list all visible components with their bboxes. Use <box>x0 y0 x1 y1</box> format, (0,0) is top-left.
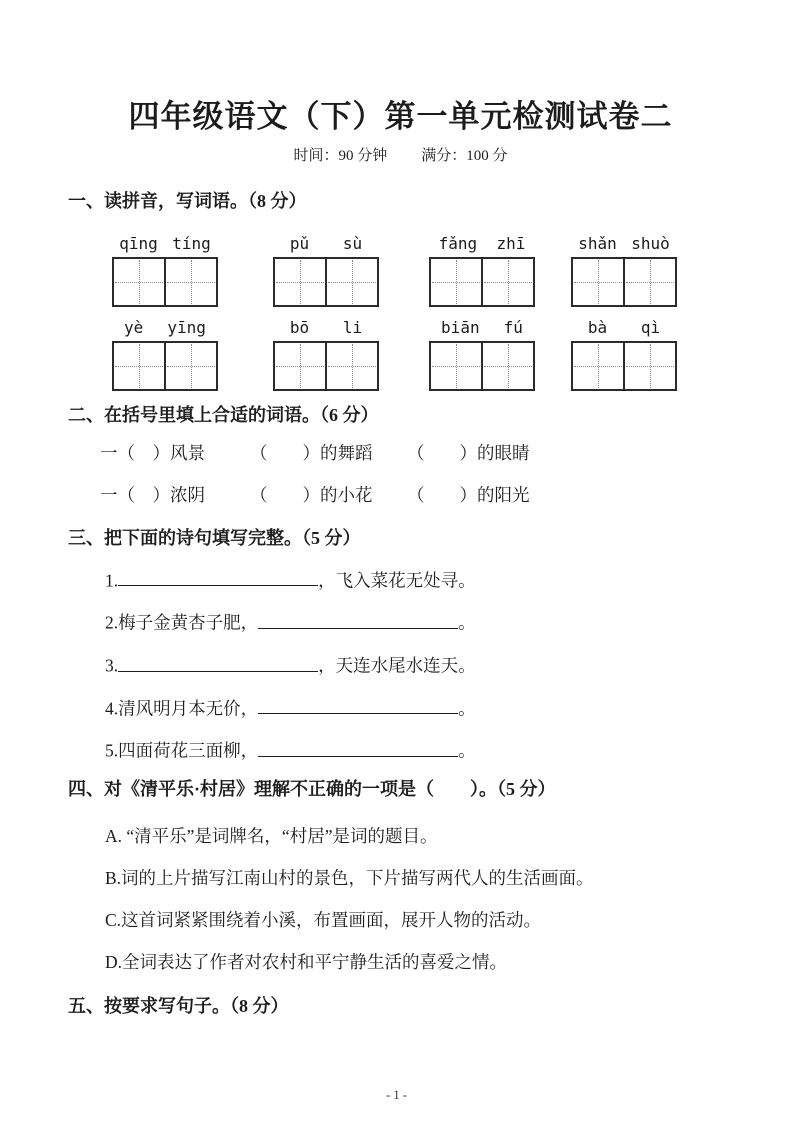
writing-grid <box>273 257 379 307</box>
grid-cell <box>431 259 481 305</box>
pinyin-grid-group <box>112 318 218 391</box>
grid-cell <box>573 343 623 389</box>
poem-item <box>105 740 733 762</box>
pinyin-syllable: bà <box>587 317 608 337</box>
exam-meta <box>68 146 733 166</box>
page-number: - 1 - <box>386 1088 407 1102</box>
pinyin-label <box>571 318 677 337</box>
exam-meta-score: 满分：100 分 <box>421 147 508 164</box>
poem-item <box>105 612 733 634</box>
grid-cell <box>275 343 325 389</box>
answer-blank-line <box>118 570 318 587</box>
pinyin-syllable: qīng <box>119 233 158 253</box>
bracket-fill-row <box>100 443 733 464</box>
grid-cell <box>481 259 533 305</box>
answer-blank-line <box>258 740 458 757</box>
exam-meta-time: 时间：90 分钟 <box>293 147 388 164</box>
pinyin-label <box>112 318 218 337</box>
pinyin-grid-group <box>273 318 379 391</box>
pinyin-grid-group <box>429 234 535 307</box>
poem-item-pre: 2.梅子金黄杏子肥， <box>105 613 259 633</box>
pinyin-label <box>429 318 535 337</box>
answer-blank-line <box>258 698 458 715</box>
choice-option-b: B.词的上片描写江南山村的景色，下片描写两代人的生活画面。 <box>105 867 594 888</box>
grid-cell <box>623 343 675 389</box>
grid-cell <box>275 259 325 305</box>
bracket-fill-item: （ ）的小花 <box>250 484 373 505</box>
grid-cell <box>573 259 623 305</box>
pinyin-syllable: tíng <box>172 233 211 253</box>
poem-item <box>105 655 733 677</box>
pinyin-grid-group <box>112 234 218 307</box>
pinyin-syllable: biān <box>441 317 480 337</box>
grid-cell <box>164 259 216 305</box>
poem-item <box>105 570 733 592</box>
choice-option-d: D.全词表达了作者对农村和平宁静生活的喜爱之情。 <box>105 951 508 972</box>
poem-item-post: 。 <box>458 698 476 719</box>
grid-cell <box>114 343 164 389</box>
section-1-heading: 一、读拼音，写词语。（8 分） <box>68 190 307 211</box>
pinyin-label <box>273 234 379 253</box>
pinyin-syllable: sù <box>342 233 363 253</box>
writing-grid <box>429 341 535 391</box>
pinyin-syllable: fǎng <box>438 233 478 253</box>
choice-option-a: A. “清平乐”是词牌名，“村居”是词的题目。 <box>105 825 438 846</box>
section-3-heading: 三、把下面的诗句填写完整。（5 分） <box>68 527 361 548</box>
poem-item-pre: 4.清风明月本无价， <box>105 698 259 719</box>
writing-grid <box>273 341 379 391</box>
pinyin-label <box>273 318 379 337</box>
poem-item-post: ，天连水尾水连天。 <box>318 655 476 676</box>
poem-item-pre: 1. <box>105 570 119 591</box>
poem-item-post: 。 <box>458 613 476 633</box>
writing-grid <box>112 257 218 307</box>
choice-option-c: C.这首词紧紧围绕着小溪，布置画面，展开人物的活动。 <box>105 909 542 930</box>
pinyin-syllable: shuò <box>631 233 670 253</box>
bracket-fill-item: 一（ ）风景 <box>100 442 205 463</box>
pinyin-label <box>571 234 677 253</box>
writing-grid <box>112 341 218 391</box>
pinyin-syllable: zhī <box>496 233 526 253</box>
pinyin-grid-row-1 <box>112 234 733 307</box>
grid-cell <box>623 259 675 305</box>
poem-item-post: ，飞入菜花无处寻。 <box>318 570 476 591</box>
writing-grid <box>571 341 677 391</box>
section-4-heading: 四、对《清平乐·村居》理解不正确的一项是（ ）。（5 分） <box>68 778 556 799</box>
pinyin-grid-group <box>571 234 677 307</box>
pinyin-syllable: qì <box>640 317 661 337</box>
poem-item-post: 。 <box>458 740 476 761</box>
poem-item <box>105 698 733 720</box>
answer-blank-line <box>258 612 458 629</box>
section-5-heading: 五、按要求写句子。（8 分） <box>68 995 289 1016</box>
section-2-heading: 二、在括号里填上合适的词语。（6 分） <box>68 404 379 425</box>
pinyin-syllable: shǎn <box>578 233 617 253</box>
bracket-fill-item: （ ）的阳光 <box>407 484 530 505</box>
bracket-fill-item: （ ）的舞蹈 <box>250 442 373 463</box>
bracket-fill-item: 一（ ）浓阴 <box>100 484 205 505</box>
grid-cell <box>164 343 216 389</box>
grid-cell <box>114 259 164 305</box>
pinyin-syllable: yīng <box>167 317 206 337</box>
poem-item-pre: 3. <box>105 655 119 676</box>
grid-cell <box>481 343 533 389</box>
writing-grid <box>429 257 535 307</box>
pinyin-grid-group <box>571 318 677 391</box>
grid-cell <box>431 343 481 389</box>
exam-title: 四年级语文（下）第一单元检测试卷二 <box>128 99 673 134</box>
pinyin-label <box>112 234 218 253</box>
pinyin-syllable: bō <box>289 317 310 337</box>
grid-cell <box>325 259 377 305</box>
pinyin-syllable: yè <box>124 317 144 337</box>
pinyin-grid-group <box>429 318 535 391</box>
pinyin-syllable: fú <box>503 317 523 337</box>
answer-blank-line <box>118 655 318 672</box>
pinyin-grid-group <box>273 234 379 307</box>
pinyin-syllable: li <box>342 317 363 337</box>
bracket-fill-item: （ ）的眼睛 <box>407 442 530 463</box>
grid-cell <box>325 343 377 389</box>
pinyin-label <box>429 234 535 253</box>
pinyin-syllable: pǔ <box>289 233 310 253</box>
writing-grid <box>571 257 677 307</box>
pinyin-grid-row-2 <box>112 318 733 391</box>
bracket-fill-row <box>100 485 733 506</box>
poem-item-pre: 5.四面荷花三面柳， <box>105 740 259 761</box>
